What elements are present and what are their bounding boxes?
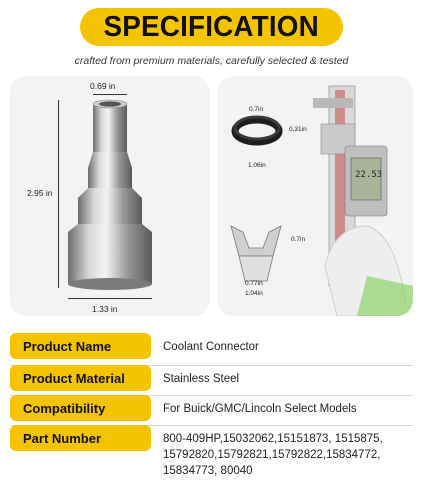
- spec-label: Part Number: [23, 430, 102, 446]
- bottom-width-line: [68, 298, 152, 299]
- caliper-reading: 22.53: [355, 170, 383, 180]
- title-banner: [80, 8, 343, 46]
- oring-width-label: 1.06in: [248, 162, 266, 169]
- clip-height-label: 0.7in: [291, 236, 306, 243]
- spec-label: Product Material: [23, 370, 125, 386]
- accessories-image-panel: [217, 76, 413, 316]
- clip-inner-label: 0.77in: [245, 280, 263, 287]
- spec-label-box: [10, 395, 151, 421]
- bottom-width-label: 1.33 in: [92, 304, 118, 314]
- spec-value: 800-409HP,15032062,15151873, 1515875, 15792820,15792821,15792822,15834772, 15834773, 80040: [163, 433, 383, 477]
- top-width-label: 0.69 in: [90, 81, 116, 91]
- clip-outer-label: 1.04in: [245, 290, 263, 297]
- spec-label-box: [10, 333, 151, 359]
- spec-label-box: [10, 365, 151, 391]
- spec-value: For Buick/GMC/Lincoln Select Models: [163, 403, 357, 415]
- height-label: 2.95 in: [27, 188, 53, 198]
- page-title: SPECIFICATION: [103, 10, 320, 43]
- top-width-line: [93, 94, 127, 95]
- spec-value: Coolant Connector: [163, 341, 259, 353]
- spec-value: Stainless Steel: [163, 373, 240, 385]
- oring-height-label: 0.31in: [289, 126, 307, 133]
- spec-label: Product Name: [23, 338, 112, 354]
- spec-label: Compatibility: [23, 400, 106, 416]
- oring-thickness-label: 0.7in: [249, 106, 264, 113]
- height-line: [58, 100, 59, 288]
- subtitle: crafted from premium materials, carefully selected & tested: [74, 55, 349, 67]
- spec-label-box: [10, 425, 151, 451]
- connector-image-panel: [10, 76, 210, 316]
